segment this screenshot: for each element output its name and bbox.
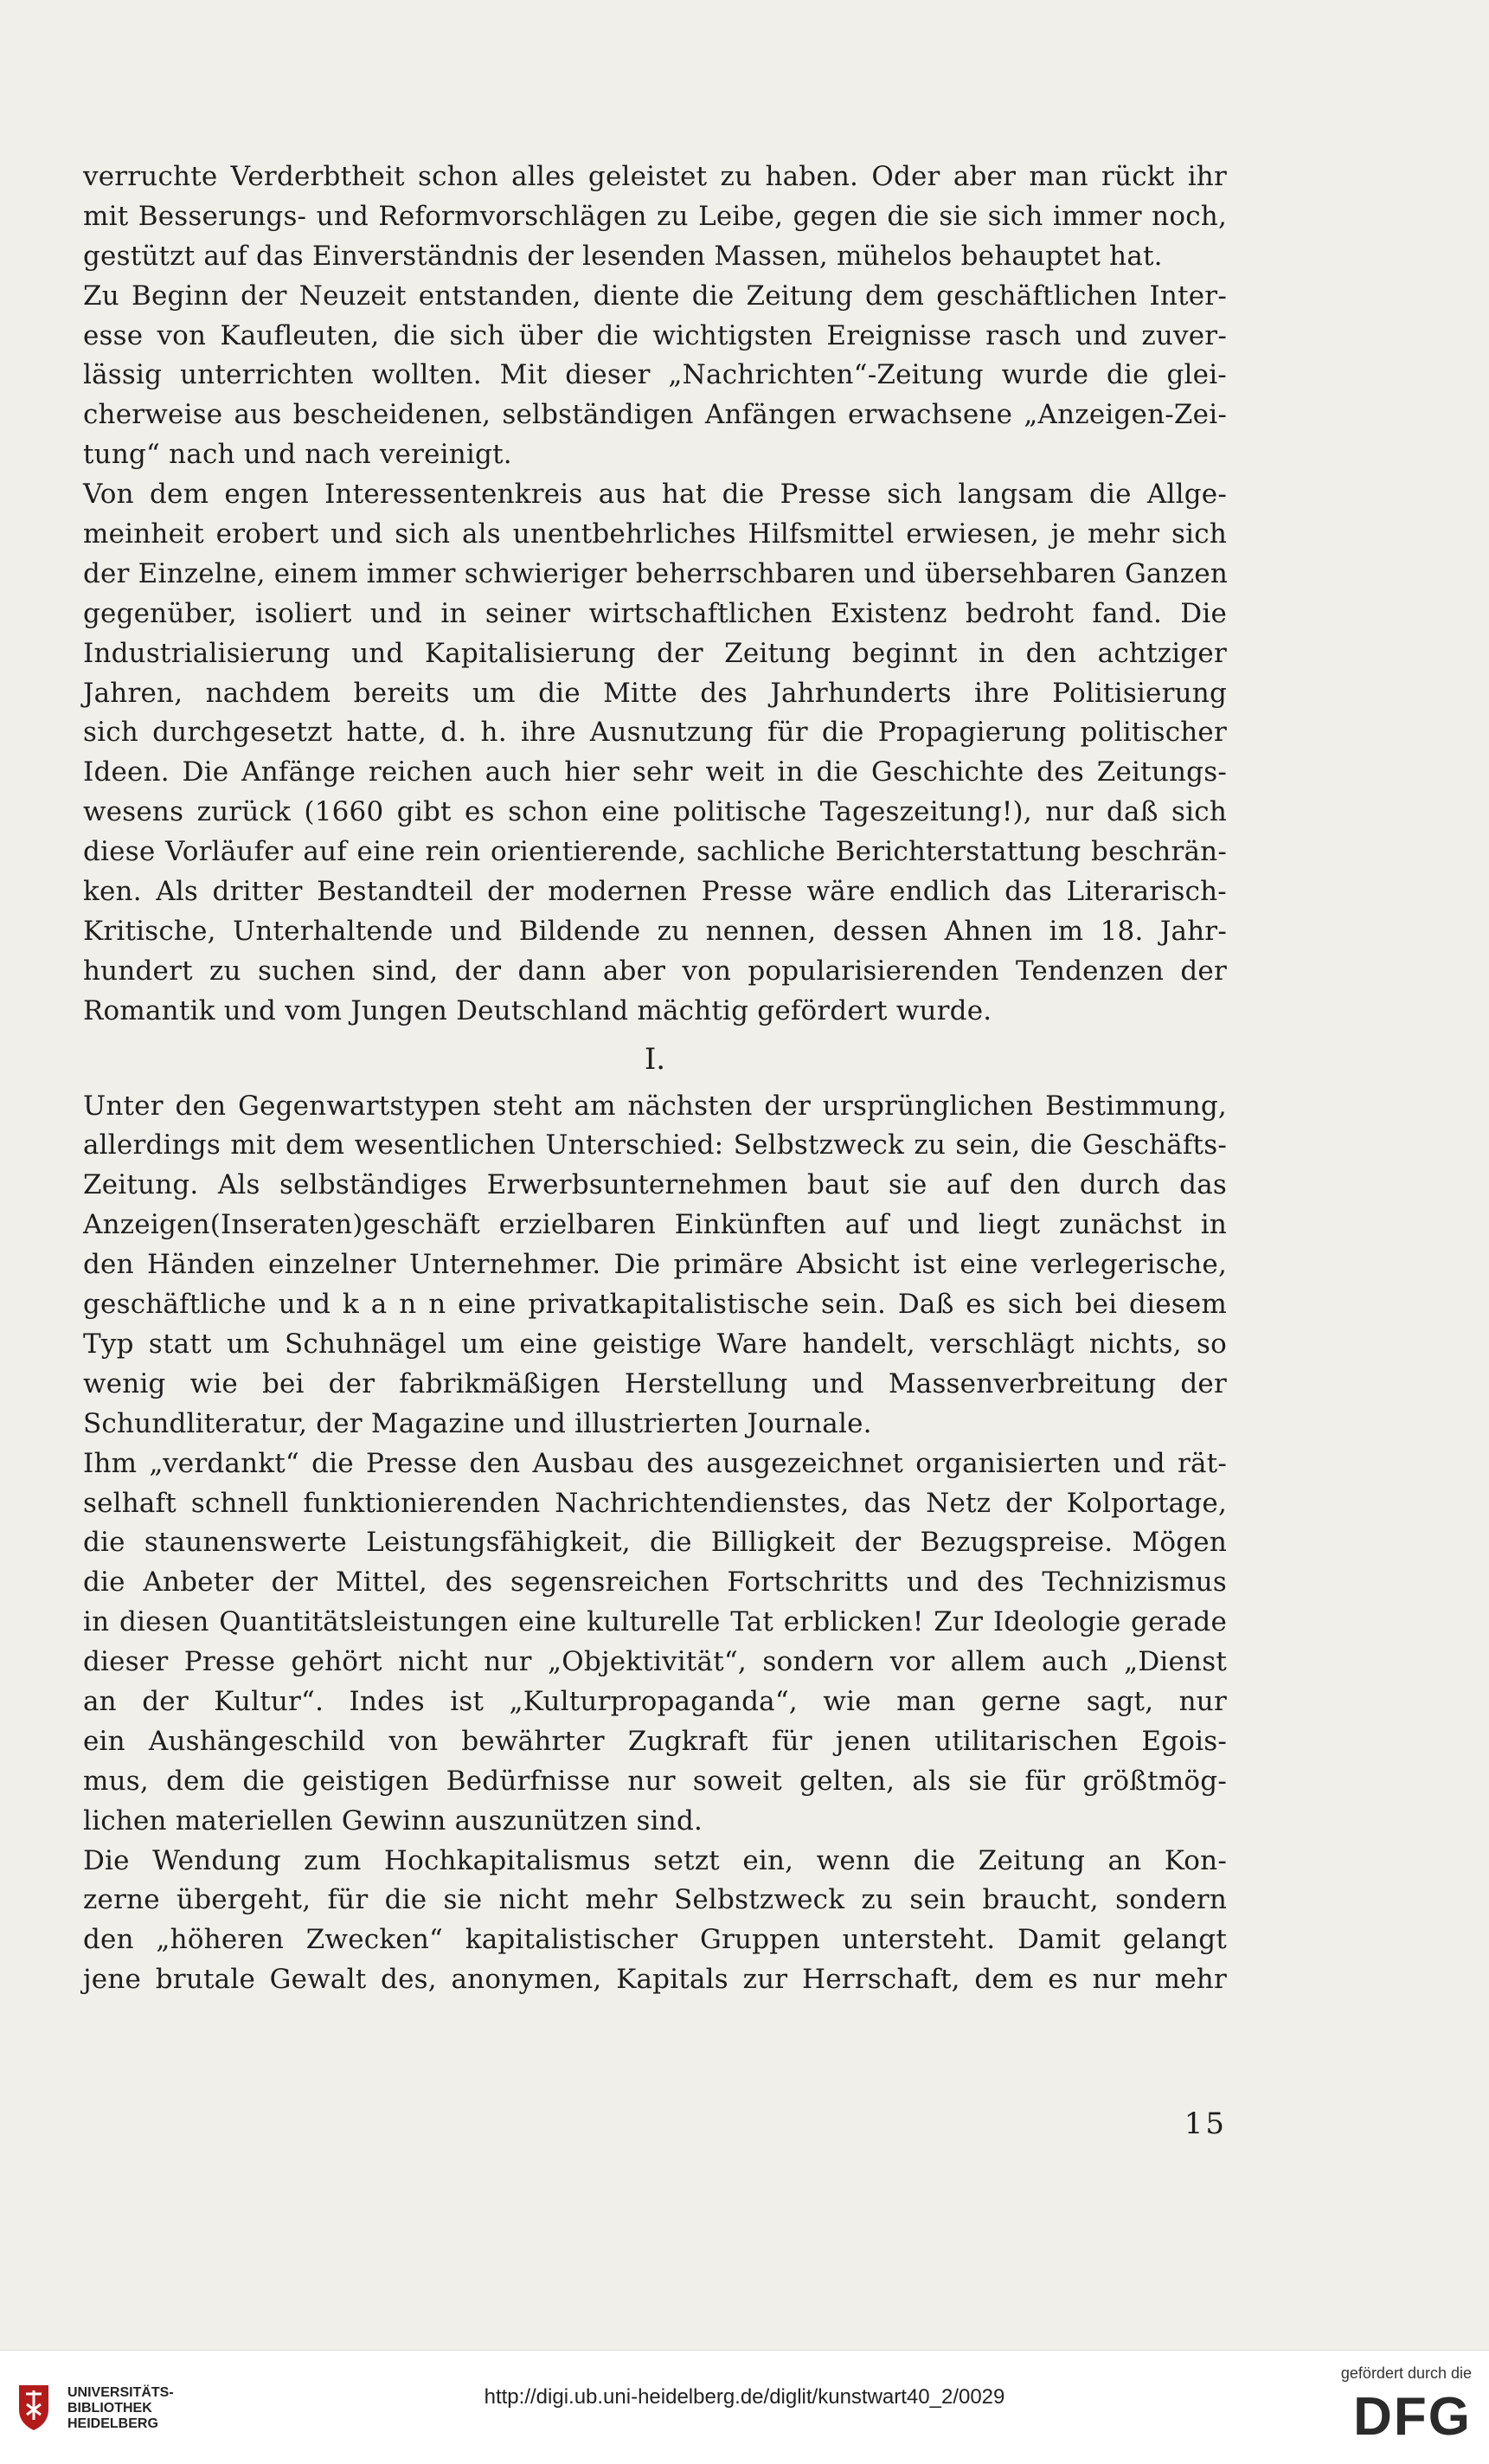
- text-line: Anzeigen(Inseraten)geschäft erzielbaren Einkünften auf und liegt zunächst in: [83, 1209, 1227, 1241]
- section-heading: I.: [644, 1041, 666, 1077]
- text-line: geschäftliche und k a n n eine privatkapitalistische sein. Daß es sich bei diesem: [83, 1289, 1227, 1321]
- text-line: Von dem engen Interessentenkreis aus hat die Presse sich langsam die Allge-: [83, 479, 1227, 511]
- text-line: Industrialisierung und Kapitalisierung der Zeitung beginnt in den achtziger: [83, 637, 1227, 669]
- text-line: lichen materiellen Gewinn auszunützen sind.: [83, 1805, 703, 1837]
- text-line: esse von Kaufleuten, die sich über die wichtigsten Ereignisse rasch und zuver-: [83, 319, 1227, 351]
- text-line: lässig unterrichten wollten. Mit dieser „Nachrichten“-Zeitung wurde die glei-: [83, 359, 1227, 391]
- text-line: den Händen einzelner Unternehmer. Die primäre Absicht ist eine verlegerische,: [83, 1249, 1227, 1281]
- text-line: Schundliteratur, der Magazine und illustrierten Journale.: [83, 1407, 872, 1439]
- text-line: Romantik und vom Jungen Deutschland mächtig gefördert wurde.: [83, 994, 992, 1026]
- text-line: Zu Beginn der Neuzeit entstanden, diente die Zeitung dem geschäftlichen Inter-: [83, 280, 1227, 312]
- paragraphs-before-section: [83, 158, 1227, 1032]
- text-line: Typ statt um Schuhnägel um eine geistige Ware handelt, verschlägt nichts, so: [83, 1328, 1227, 1360]
- body-text: [83, 158, 1227, 2000]
- text-line: in diesen Quantitätsleistungen eine kulturelle Tat erblicken! Zur Ideologie gerade: [83, 1606, 1227, 1638]
- text-line: jene brutale Gewalt des, anonymen, Kapitals zur Herrschaft, dem es nur mehr: [83, 1964, 1227, 1996]
- text-line: wesens zurück (1660 gibt es schon eine politische Tageszeitung!), nur daß sich: [83, 796, 1227, 828]
- text-line: gestützt auf das Einverständnis der lesenden Massen, mühelos behauptet hat.: [83, 240, 1163, 272]
- text-line: verruchte Verderbtheit schon alles geleistet zu haben. Oder aber man rückt ihr: [83, 161, 1227, 192]
- text-line: Jahren, nachdem bereits um die Mitte des Jahrhunderts ihre Politisierung: [83, 677, 1227, 709]
- text-line: ein Aushängeschild von bewährter Zugkraft für jenen utilitarischen Egois-: [83, 1725, 1227, 1757]
- text-line: Zeitung. Als selbständiges Erwerbsunternehmen baut sie auf den durch das: [83, 1169, 1227, 1201]
- text-line: ken. Als dritter Bestandteil der modernen Presse wäre endlich das Literarisch-: [83, 876, 1227, 908]
- page-number: 15: [1184, 2107, 1227, 2141]
- text-line: dieser Presse gehört nicht nur „Objektivität“, sondern vor allem auch „Dienst: [83, 1646, 1227, 1678]
- funding-note: gefördert durch die: [1340, 2364, 1472, 2382]
- text-line: sich durchgesetzt hatte, d. h. ihre Ausnutzung für die Propagierung politischer: [83, 717, 1227, 749]
- text-line: hundert zu suchen sind, der dann aber von popularisierenden Tendenzen der: [83, 955, 1227, 987]
- institution-line: HEIDELBERG: [67, 2416, 158, 2431]
- text-line: der Einzelne, einem immer schwieriger beherrschbaren und übersehbaren Ganzen: [83, 557, 1229, 589]
- text-line: mus, dem die geistigen Bedürfnisse nur soweit gelten, als sie für größtmög-: [83, 1765, 1227, 1797]
- text-line: wenig wie bei der fabrikmäßigen Herstellung und Massenverbreitung der: [83, 1367, 1227, 1399]
- text-line: zerne übergeht, für die sie nicht mehr Selbstzweck zu sein braucht, sondern: [83, 1884, 1227, 1916]
- text-line: allerdings mit dem wesentlichen Unterschied: Selbstzweck zu sein, die Geschäfts-: [83, 1129, 1227, 1161]
- dfg-logo: DFG: [1353, 2387, 1472, 2447]
- institution-line: BIBLIOTHEK: [67, 2401, 152, 2416]
- text-line: Ideen. Die Anfänge reichen auch hier sehr weit in die Geschichte des Zeitungs-: [83, 756, 1227, 788]
- text-line: selhaft schnell funktionierenden Nachrichtendienstes, das Netz der Kolportage,: [83, 1487, 1227, 1519]
- text-line: die Anbeter der Mittel, des segensreichen Fortschritts und des Technizismus: [83, 1567, 1227, 1599]
- text-line: Unter den Gegenwartstypen steht am nächsten der ursprünglichen Bestimmung,: [83, 1090, 1227, 1122]
- text-line: den „höheren Zwecken“ kapitalistischer Gruppen untersteht. Damit gelangt: [83, 1924, 1227, 1956]
- paragraphs-after-section: [83, 1087, 1227, 2000]
- text-line: cherweise aus bescheidenen, selbständigen Anfängen erwachsene „Anzeigen-Zei-: [83, 399, 1227, 431]
- viewer-footer: [0, 2350, 1489, 2464]
- text-line: meinheit erobert und sich als unentbehrliches Hilfsmittel erwiesen, je mehr sich: [83, 518, 1227, 550]
- text-line: tung“ nach und nach vereinigt.: [83, 439, 512, 471]
- text-line: Die Wendung zum Hochkapitalismus setzt ein, wenn die Zeitung an Kon-: [83, 1844, 1227, 1876]
- text-line: mit Besserungs- und Reformvorschlägen zu Leibe, gegen die sie sich immer noch,: [83, 200, 1227, 232]
- text-line: gegenüber, isoliert und in seiner wirtschaftlichen Existenz bedroht fand. Die: [83, 597, 1227, 629]
- institution-line: UNIVERSITÄTS-: [67, 2385, 174, 2400]
- text-line: Ihm „verdankt“ die Presse den Ausbau des ausgezeichnet organisierten und rät-: [83, 1447, 1227, 1479]
- text-line: diese Vorläufer auf eine rein orientierende, sachliche Berichterstattung beschrän-: [83, 836, 1227, 868]
- text-line: Kritische, Unterhaltende und Bildende zu nennen, dessen Ahnen im 18. Jahr-: [83, 915, 1227, 947]
- text-line: die staunenswerte Leistungsfähigkeit, die Billigkeit der Bezugspreise. Mögen: [83, 1527, 1227, 1559]
- text-line: an der Kultur“. Indes ist „Kulturpropaganda“, wie man gerne sagt, nur: [83, 1685, 1227, 1717]
- permalink-url[interactable]: http://digi.ub.uni-heidelberg.de/diglit/kunstwart40_2/0029: [484, 2385, 1005, 2409]
